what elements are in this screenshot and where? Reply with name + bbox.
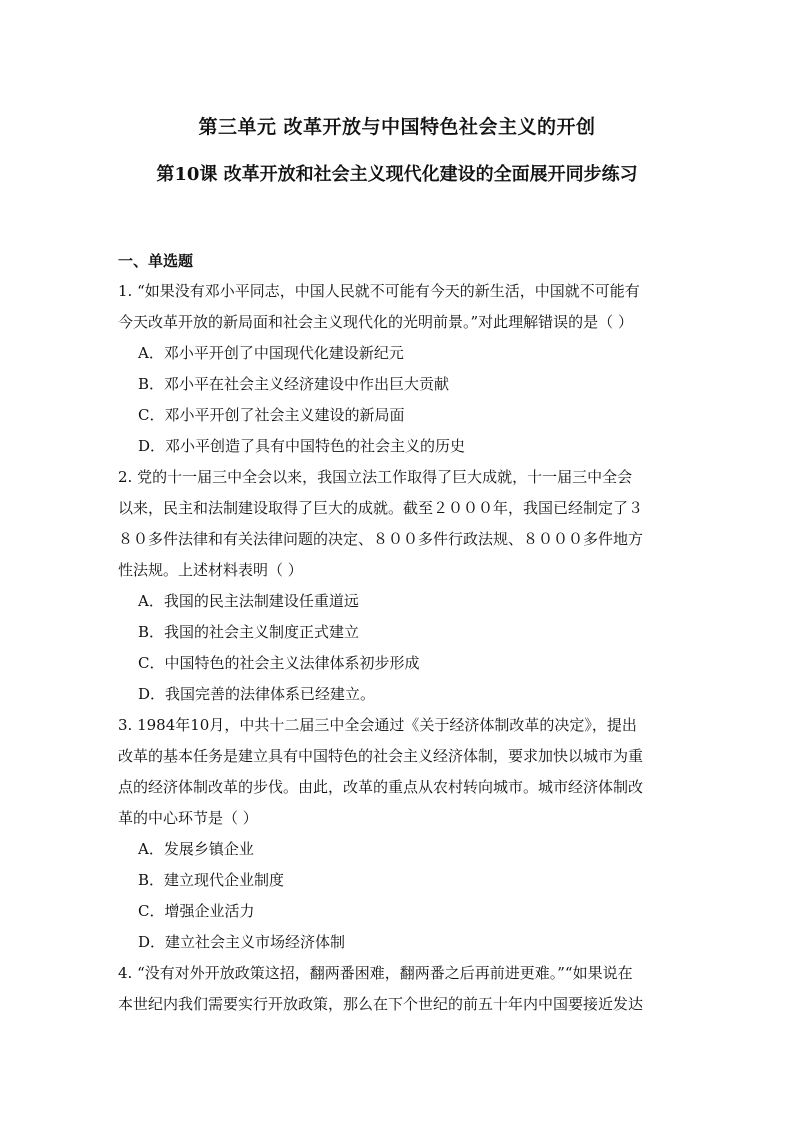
question-text-line: 以来，民主和法制建设取得了巨大的成就。截至２０００年，我国已经制定了３: [118, 499, 644, 517]
question-2: [118, 462, 678, 710]
question-text-line: 1. “如果没有邓小平同志，中国人民就不可能有今天的新生活，中国就不可能有: [118, 282, 640, 300]
question-text-line: 3. 1984年10月，中共十二届三中全会通过《关于经济体制改革的决定》，提出: [118, 716, 637, 734]
question-text-line: ８０多件法律和有关法律问题的决定、８００多件行政法规、８０００多件地方: [118, 530, 644, 548]
option-a: A．邓小平开创了中国现代化建设新纪元: [138, 344, 404, 362]
question-text-line: 性法规。上述材料表明（ ）: [118, 561, 303, 579]
question-text-line: 改革的基本任务是建立具有中国特色的社会主义经济体制，要求加快以城市为重: [118, 747, 644, 765]
option-c: C．邓小平开创了社会主义建设的新局面: [138, 406, 405, 424]
question-text-line: 今天改革开放的新局面和社会主义现代化的光明前景。”对此理解错误的是（ ）: [118, 313, 633, 331]
option-c: C．增强企业活力: [138, 902, 255, 920]
option-c: C．中国特色的社会主义法律体系初步形成: [138, 654, 420, 672]
question-1: [118, 276, 678, 462]
question-text-line: 点的经济体制改革的步伐。由此，改革的重点从农村转向城市。城市经济体制改: [118, 778, 644, 796]
question-text-line: 4. “没有对外开放政策这招，翻两番困难，翻两番之后再前进更难。”“如果说在: [118, 964, 633, 982]
page-title: 第三单元 改革开放与中国特色社会主义的开创: [198, 116, 596, 138]
question-text-line: 2. 党的十一届三中全会以来，我国立法工作取得了巨大成就，十一届三中全会: [118, 468, 633, 486]
option-a: A．我国的民主法制建设任重道远: [138, 592, 359, 610]
option-b: B．建立现代企业制度: [138, 871, 285, 889]
option-a: A．发展乡镇企业: [138, 840, 254, 858]
question-text-line: 革的中心环节是（ ）: [118, 809, 258, 827]
option-d: D．邓小平创造了具有中国特色的社会主义的历史: [138, 437, 466, 455]
page-subtitle: 第10课 改革开放和社会主义现代化建设的全面展开同步练习: [156, 164, 638, 185]
question-3: [118, 710, 678, 958]
option-b: B．邓小平在社会主义经济建设中作出巨大贡献: [138, 375, 450, 393]
option-b: B．我国的社会主义制度正式建立: [138, 623, 360, 641]
section-heading: 一、单选题: [118, 252, 194, 270]
question-4: [118, 958, 678, 1020]
exercise-content: [118, 248, 678, 1020]
option-d: D．我国完善的法律体系已经建立。: [138, 685, 376, 703]
question-text-line: 本世纪内我们需要实行开放政策，那么在下个世纪的前五十年内中国要接近发达: [118, 995, 644, 1013]
option-d: D．建立社会主义市场经济体制: [138, 933, 346, 951]
